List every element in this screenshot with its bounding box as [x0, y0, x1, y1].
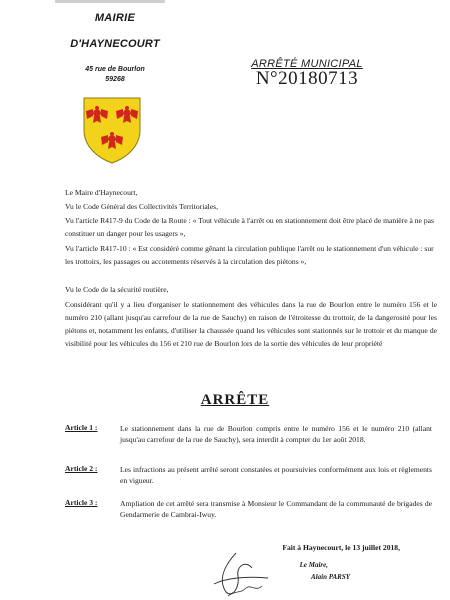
preamble-visa-securite: Vu le Code de la sécurité routière,: [65, 285, 169, 294]
article-2-label: Article 2 :: [65, 464, 98, 473]
article-3-text: Ampliation de cet arrêté sera transmise à Monsieur le Commandant de la communauté de brigades de Gendarmerie de Cambrai-Iwuy.: [120, 499, 432, 519]
preamble-visa-cgct: Vu le Code Général des Collectivités Territoriales,: [65, 202, 219, 211]
address-street: 45 rue de Bourlon: [85, 66, 145, 73]
signature-role: Le Maire,: [299, 561, 328, 569]
handwritten-signature-icon: [206, 548, 286, 600]
address-postcode: 59268: [105, 76, 125, 83]
article-3-label: Article 3 :: [65, 498, 98, 507]
article-1-text: Le stationnement dans la rue de Bourlon compris entre le numéro 156 et le numéro 210 (allant jusqu'au carrefour de la rue de Sauchy), sera interdit à compter du 1er août 2018.: [120, 424, 432, 444]
preamble-visa-r417-10: Vu l'article R417-10 : « Est considéré comme gênant la circulation publique l'arrêt ou le stationnement d'un véhicule : sur les trottoirs, les passages ou accotements réservés à la circulation des piétons »,: [65, 244, 434, 266]
commune-name: D'HAYNECOURT: [70, 38, 160, 50]
signature-place-date: Fait à Haynecourt, le 13 juillet 2018,: [282, 543, 400, 552]
coat-of-arms-icon: [82, 95, 142, 165]
top-divider-line: [55, 0, 165, 3]
preamble-considerant: Considérant qu'il y a lieu d'organiser le stationnement des véhicules dans la rue de Bourlon entre le numéro 156 et le numéro 210 (allant jusqu'au carrefour de la rue de Sauchy) en raison de l'étroitesse du trottoir, de la dangerosité pour les piétons et, notamment les enfants, d'utiliser la chaussée quand les véhicules sont stationnés sur le trottoir et du manque de visibilité pour les véhicules du 156 et 210 rue de Bourlon lors de la sortie des véhicules de leur propriété: [65, 300, 437, 348]
article-2-text: Les infractions au présent arrêté seront constatées et poursuivies conformément aux lois et règlements en vigueur.: [120, 465, 432, 485]
arrete-heading: ARRÊTE: [200, 392, 270, 408]
arrete-number: N°20180713: [255, 68, 359, 89]
mairie-heading: MAIRIE: [94, 12, 136, 24]
preamble-opening: Le Maire d'Haynecourt,: [65, 188, 138, 197]
signature-name: Alain PARSY: [311, 573, 350, 581]
article-1-label: Article 1 :: [65, 423, 98, 432]
arrete-title: ARRÊTÉ MUNICIPAL: [251, 58, 363, 70]
preamble-visa-r417-9: Vu l'article R417-9 du Code de la Route : « Tout véhicule à l'arrêt ou en stationnement doit être placé de manière à ne pas constituer un danger pour les usagers »,: [65, 216, 434, 238]
